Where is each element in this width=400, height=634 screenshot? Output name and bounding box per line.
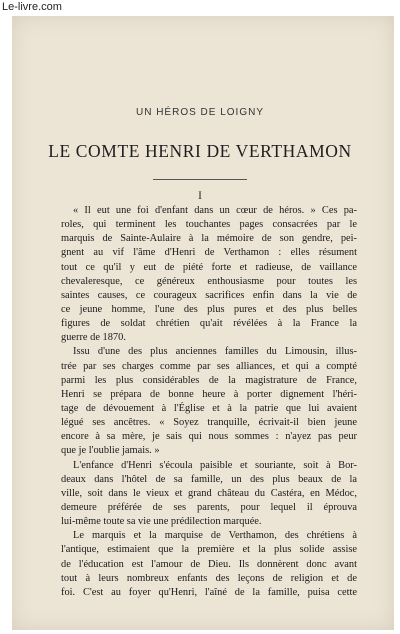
text-line: « Il eut une foi d'enfant dans un cœur de héros. » Ces pa- xyxy=(73,205,357,216)
chapter-title: LE COMTE HENRI DE VERTHAMON xyxy=(48,141,352,161)
text-line: foi. C'est au foyer qu'Henri, l'aîné de la famille, puisa cette xyxy=(61,586,357,598)
text-line: guerre de 1870. xyxy=(61,332,126,344)
text-line: tage de dévouement à l'Église et à la patrie que lui avaient xyxy=(61,402,357,414)
text-line: demeure préférée de ses parents, pour lequel il éprouva xyxy=(61,501,357,513)
text-line: de l'éducation est l'amour de Dieu. Ils donnèrent donc avant xyxy=(61,558,357,570)
text-line: gnent au vif l'âme d'Henri de Verthamon : elles résument xyxy=(61,247,357,259)
text-line: ce jeune homme, l'une des plus pures et des plus belles xyxy=(61,303,357,315)
text-line: tout à leurs nombreux enfants des leçons de religion et de xyxy=(61,572,357,584)
text-line: roles, qui terminent les touchantes pages consacrées par le xyxy=(61,219,357,231)
text-line: saintes causes, ce courageux sacrifices enfin dans la vie de xyxy=(61,289,357,301)
running-head: UN HÉROS DE LOIGNY xyxy=(135,107,265,118)
text-line: figures de soldat chrétien qu'ait révélées à la France la xyxy=(61,318,357,330)
text-line: ville, soit dans le vieux et grand château du Castéra, en Médoc, xyxy=(61,487,357,499)
text-line: trée par ses charges comme par ses alliances, et qui a compté xyxy=(61,360,357,372)
text-line: Henri se prépara de bonne heure à porter dignement l'héri- xyxy=(61,388,357,400)
text-line: marquis de Sainte-Aulaire à la mémoire de son gendre, pei- xyxy=(61,233,357,245)
body-text xyxy=(61,204,357,600)
text-line: Le marquis et la marquise de Verthamon, des chrétiens à xyxy=(73,530,357,542)
section-number: I xyxy=(198,188,202,202)
text-line: lui-même toute sa vie une prédilection marquée. xyxy=(61,516,262,528)
text-line: chevaleresque, ce généreux enthousiasme pour toutes les xyxy=(61,275,357,287)
text-line: deaux dans l'hôtel de sa famille, un des plus beaux de la xyxy=(61,473,357,485)
text-line: l'antique, estimaient que la première et la plus solide assise xyxy=(61,544,357,556)
text-line: Issu d'une des plus anciennes familles du Limousin, illus- xyxy=(73,346,357,358)
text-line: légué ses ancêtres. « Soyez tranquille, écrivait-il bien jeune xyxy=(61,417,357,429)
site-watermark: Le-livre.com xyxy=(2,1,62,13)
title-rule xyxy=(153,179,247,180)
text-line: parmi les plus considérables de la magistrature de France, xyxy=(61,374,357,386)
text-line: que je l'oublie jamais. » xyxy=(61,445,160,457)
text-line: L'enfance d'Henri s'écoula paisible et souriante, soit à Bor- xyxy=(73,459,357,471)
text-line: tout ce qu'il y eut de piété forte et radieuse, de vaillance xyxy=(61,261,357,273)
text-line: encore à sa mère, je sais qui nous sommes : n'ayez pas peur xyxy=(61,431,357,443)
